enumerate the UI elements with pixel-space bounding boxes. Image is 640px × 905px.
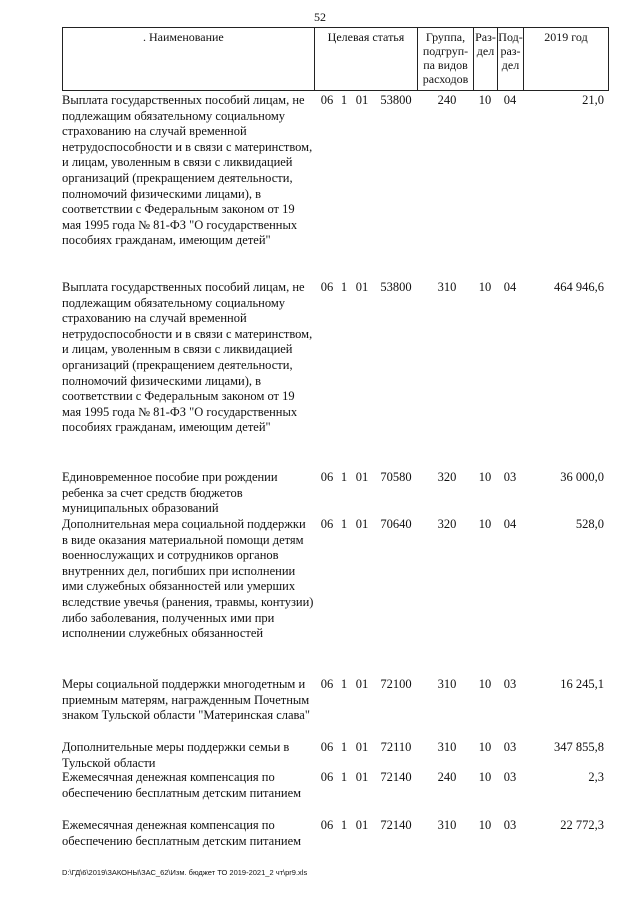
row-name: Выплата государственных пособий лицам, не подлежащим обязательному социальному страхованию на случай временной нетрудоспособности и в связи с материнством, и лицам, уволенным в связи с ликвидацией организаций (прекращением деятельности, полномочий физическими лицами), в соответствии с Федеральным законом от 19 мая 1995 года № 81-ФЗ "О государственных пособиях гражданам, имеющим детей" — [62, 280, 313, 435]
row-name: Дополнительная мера социальной поддержки в виде оказания материальной помощи детям военнослужащих и сотрудников органов внутренних дел, погибших при исполнении ими служебных обязанностей или умерших вследствие увечья (ранения, травмы, контузии) либо заболевания, полученных ими при исполнении служебных обязанностей — [62, 517, 314, 641]
header-subsection-2: раз- — [500, 44, 521, 58]
section: 10 — [478, 93, 492, 107]
target-code-main: 01 — [355, 818, 369, 832]
row-name: Выплата государственных пособий лицам, не подлежащим обязательному социальному страхованию на случай временной нетрудоспособности и в связи с материнством, и лицам, уволенным в связи с ликвидацией организаций (прекращением деятельности, полномочий физическими лицами), в соответствии с Федеральным законом от 19 мая 1995 года № 81-ФЗ "О государственных пособиях гражданам, имеющим детей" — [62, 93, 313, 248]
target-code-subprogram: 1 — [340, 770, 348, 784]
header-group-1: Группа, — [425, 30, 466, 44]
header-group-4: расходов — [422, 72, 469, 86]
header-subsection-3: дел — [501, 58, 520, 72]
target-code-subprogram: 1 — [340, 93, 348, 107]
expense-group: 320 — [437, 470, 457, 484]
target-code-direction: 53800 — [380, 280, 412, 294]
amount-2019: 21,0 — [582, 93, 604, 107]
row-name: Ежемесячная денежная компенсация по обеспечению бесплатным детским питанием — [62, 818, 302, 848]
target-code-direction: 72110 — [380, 740, 412, 754]
target-code-main: 01 — [355, 280, 369, 294]
row-name: Дополнительные меры поддержки семьи в Тульской области — [62, 740, 290, 770]
header-year: 2019 год — [544, 30, 588, 44]
section: 10 — [478, 470, 492, 484]
subsection: 04 — [503, 517, 517, 531]
target-code-program: 06 — [320, 770, 334, 784]
subsection: 03 — [503, 677, 517, 691]
header-group-3: па видов — [423, 58, 468, 72]
target-code-direction: 70580 — [380, 470, 412, 484]
header-section-2: дел — [476, 44, 495, 58]
amount-2019: 347 855,8 — [554, 740, 604, 754]
target-code-main: 01 — [355, 677, 369, 691]
target-code-program: 06 — [320, 470, 334, 484]
target-code-program: 06 — [320, 517, 334, 531]
row-name: Единовременное пособие при рождении ребенка за счет средств бюджетов муниципальных образований — [62, 470, 278, 516]
expense-group: 310 — [437, 677, 457, 691]
expense-group: 320 — [437, 517, 457, 531]
target-code-program: 06 — [320, 93, 334, 107]
amount-2019: 528,0 — [575, 517, 604, 531]
page-number: 52 — [314, 10, 326, 24]
subsection: 03 — [503, 770, 517, 784]
section: 10 — [478, 818, 492, 832]
target-code-main: 01 — [355, 740, 369, 754]
section: 10 — [478, 770, 492, 784]
expense-group: 240 — [437, 93, 457, 107]
target-code-subprogram: 1 — [340, 818, 348, 832]
header-target: Целевая статья — [327, 30, 405, 44]
header-target-cell — [314, 27, 418, 91]
header-group-2: подгруп- — [422, 44, 469, 58]
file-path-footer: D:\ГД\6\2019\ЗАКОНЫ\ЗАС_62\Изм. бюджет ТО 2019-2021_2 чт\pr9.xls — [62, 868, 308, 877]
target-code-subprogram: 1 — [340, 677, 348, 691]
target-code-program: 06 — [320, 280, 334, 294]
target-code-direction: 72140 — [380, 818, 412, 832]
target-code-subprogram: 1 — [340, 517, 348, 531]
row-name: Меры социальной поддержки многодетным и приемным матерям, награжденным Почетным знаком Тульской области "Материнская слава" — [62, 677, 310, 723]
target-code-main: 01 — [355, 517, 369, 531]
subsection: 03 — [503, 470, 517, 484]
target-code-direction: 72100 — [380, 677, 412, 691]
header-subsection-cell — [497, 27, 524, 91]
section: 10 — [478, 677, 492, 691]
target-code-main: 01 — [355, 470, 369, 484]
expense-group: 240 — [437, 770, 457, 784]
target-code-direction: 70640 — [380, 517, 412, 531]
section: 10 — [478, 740, 492, 754]
row-name: Ежемесячная денежная компенсация по обеспечению бесплатным детским питанием — [62, 770, 302, 800]
header-group-cell — [417, 27, 474, 91]
section: 10 — [478, 517, 492, 531]
target-code-program: 06 — [320, 740, 334, 754]
target-code-subprogram: 1 — [340, 280, 348, 294]
header-name-cell — [62, 27, 315, 91]
expense-group: 310 — [437, 280, 457, 294]
amount-2019: 464 946,6 — [554, 280, 604, 294]
amount-2019: 16 245,1 — [560, 677, 604, 691]
target-code-program: 06 — [320, 677, 334, 691]
header-section-1: Раз- — [475, 30, 496, 44]
target-code-subprogram: 1 — [340, 470, 348, 484]
target-code-program: 06 — [320, 818, 334, 832]
subsection: 03 — [503, 818, 517, 832]
header-year-cell — [523, 27, 609, 91]
subsection: 03 — [503, 740, 517, 754]
subsection: 04 — [503, 280, 517, 294]
expense-group: 310 — [437, 740, 457, 754]
target-code-direction: 72140 — [380, 770, 412, 784]
expense-group: 310 — [437, 818, 457, 832]
subsection: 04 — [503, 93, 517, 107]
target-code-direction: 53800 — [380, 93, 412, 107]
target-code-main: 01 — [355, 770, 369, 784]
header-name: . Наименование — [143, 30, 224, 44]
amount-2019: 2,3 — [588, 770, 604, 784]
target-code-main: 01 — [355, 93, 369, 107]
section: 10 — [478, 280, 492, 294]
target-code-subprogram: 1 — [340, 740, 348, 754]
header-subsection-1: Под- — [498, 30, 523, 44]
amount-2019: 22 772,3 — [560, 818, 604, 832]
header-section-cell — [473, 27, 498, 91]
amount-2019: 36 000,0 — [560, 470, 604, 484]
